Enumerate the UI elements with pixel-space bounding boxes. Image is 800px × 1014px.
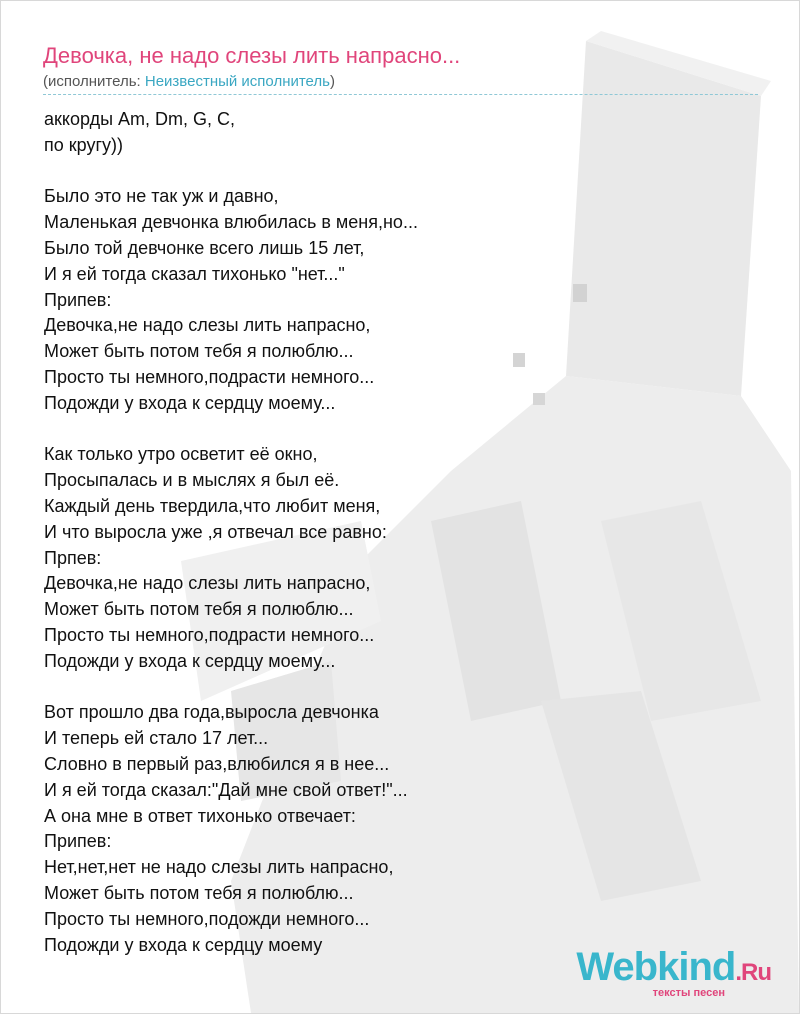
lyric-line: аккорды Am, Dm, G, C, — [44, 109, 236, 129]
performer-suffix: ) — [329, 73, 335, 90]
logo-tld: .Ru — [735, 959, 771, 986]
lyric-line: Просто ты немного,подрасти немного... — [44, 624, 375, 645]
logo-tagline: тексты песен — [652, 987, 725, 999]
lyric-line: Припев: — [44, 289, 112, 310]
lyric-line: Прпев: — [44, 547, 102, 568]
lyric-line: Просто ты немного,подрасти немного... — [44, 366, 375, 387]
lyric-line: Нет,нет,нет не надо слезы лить напрасно, — [44, 857, 394, 878]
lyric-line: И я ей тогда сказал:"Дай мне свой ответ!"... — [44, 779, 408, 800]
lyric-line: Может быть потом тебя я полюблю... — [44, 341, 354, 362]
lyric-line: Было это не так уж и давно, — [44, 186, 279, 207]
header-divider — [43, 94, 758, 95]
performer-prefix: (исполнитель: — [43, 73, 145, 90]
performer-line — [43, 73, 335, 90]
lyric-line: Просто ты немного,подожди немного... — [44, 908, 370, 929]
lyric-line: Девочка,не надо слезы лить напрасно, — [44, 315, 371, 336]
site-logo[interactable] — [576, 947, 771, 999]
lyric-line: А она мне в ответ тихонько отвечает: — [44, 805, 356, 826]
lyric-line: Словно в первый раз,влюбился я в нее... — [44, 753, 390, 774]
logo-name: Webkind — [576, 945, 736, 989]
lyric-line: И что выросла уже ,я отвечал все равно: — [44, 521, 387, 542]
lyric-line: Вот прошло два года,выросла девчонка — [44, 702, 379, 723]
lyric-line: Припев: — [44, 831, 112, 852]
lyric-blank-line — [44, 675, 418, 701]
lyric-line: Было той девчонке всего лишь 15 лет, — [44, 237, 365, 258]
lyric-line: Как только утро осветит её окно, — [44, 444, 318, 465]
song-title: Девочка, не надо слезы лить напрасно... — [43, 43, 461, 68]
lyric-line: Маленькая девчонка влюбилась в меня,но... — [44, 212, 418, 233]
performer-link[interactable]: Неизвестный исполнитель — [144, 73, 330, 90]
lyric-line: Подожди у входа к сердцу моему — [44, 934, 323, 955]
lyric-blank-line — [44, 417, 418, 443]
lyric-line: Девочка,не надо слезы лить напрасно, — [44, 573, 371, 594]
lyric-line: по кругу)) — [44, 134, 123, 155]
lyric-blank-line — [44, 159, 418, 185]
lyric-line: Может быть потом тебя я полюблю... — [44, 882, 354, 903]
lyrics-text — [44, 107, 418, 958]
lyric-line: Просыпалась и в мыслях я был её. — [44, 470, 340, 491]
lyric-line: И теперь ей стало 17 лет... — [44, 728, 269, 749]
lyric-line: Может быть потом тебя я полюблю... — [44, 599, 354, 620]
lyric-line: Каждый день твердила,что любит меня, — [44, 495, 381, 516]
lyric-line: И я ей тогда сказал тихонько "нет..." — [44, 263, 345, 284]
lyric-line: Подожди у входа к сердцу моему... — [44, 392, 336, 413]
lyric-line: Подожди у входа к сердцу моему... — [44, 650, 336, 671]
